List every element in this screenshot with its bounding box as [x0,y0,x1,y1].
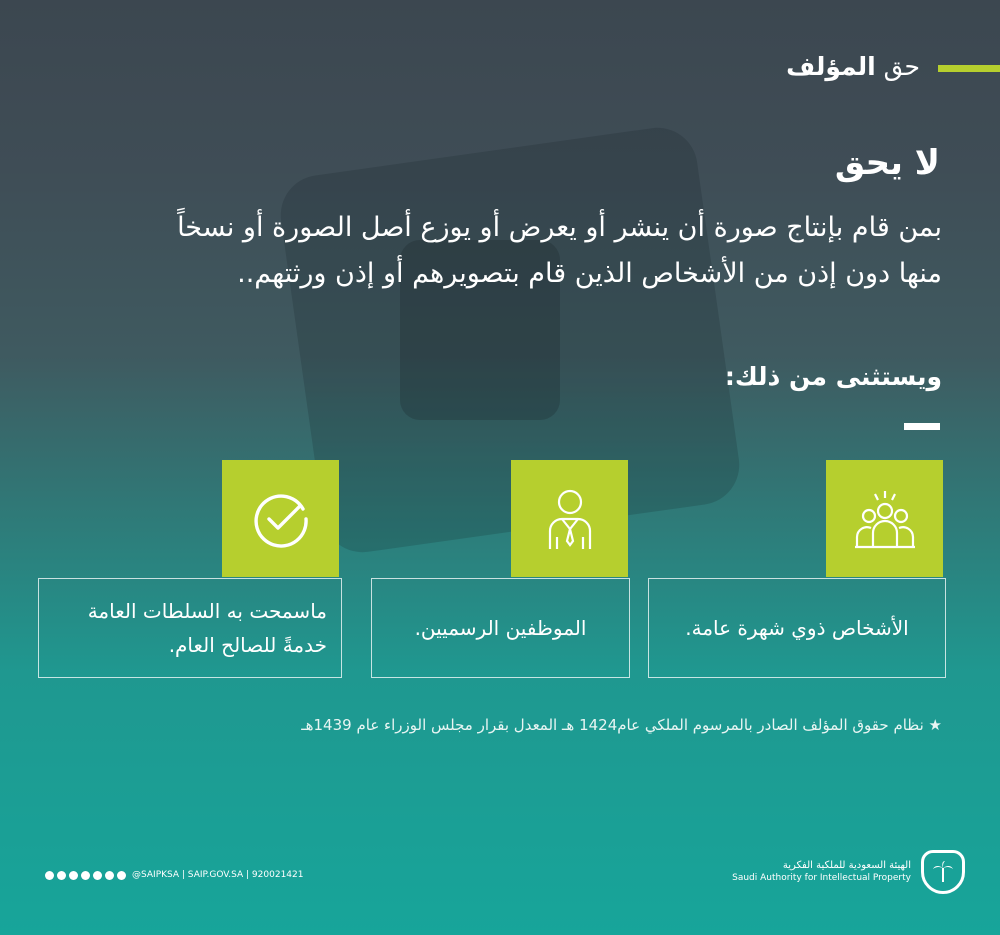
logo-arabic-name: الهيئة السعودية للملكية الفكرية [782,860,911,871]
social-icons [45,871,126,880]
header-accent-bar [938,65,1000,72]
logo-text [732,860,911,884]
divider-bar [904,423,940,430]
saip-emblem-icon [921,850,965,894]
officials-box [371,578,630,678]
body-text: بمن قام بإنتاج صورة أن ينشر أو يعرض أو يوزع أصل الصورة أو نسخاً منها دون إذن من الأشخاص الذين قام بتصويرهم أو إذن ورثتهم.. [177,212,942,289]
logo-english-name: Saudi Authority for Intellectual Property [732,873,911,883]
palm-icon [931,860,955,884]
public-interest-label: ماسمحت به السلطات العامة خدمةً للصالح العام. [87,599,327,657]
telegram-icon[interactable] [117,871,126,880]
title-bold: المؤلف [786,52,876,81]
section-title [786,52,920,81]
footnote: ★ نظام حقوق المؤلف الصادر بالمرسوم الملكي عام1424 هـ المعدل بقرار مجلس الوزراء عام 1439هـ [301,716,942,734]
exceptions-title: ويستثنى من ذلك: [724,362,942,391]
employee-icon-tile [511,460,628,577]
twitter-icon[interactable] [69,871,78,880]
employee-icon [545,487,595,551]
public-figures-box [648,578,946,678]
officials-label: الموظفين الرسميين. [414,616,587,640]
public-figures-label: الأشخاص ذوي شهرة عامة. [685,616,909,640]
saip-logo [732,850,965,894]
check-circle-icon-tile [222,460,339,577]
snapchat-icon[interactable] [45,871,54,880]
youtube-icon[interactable] [57,871,66,880]
title-prefix: حق [875,52,920,81]
social-footer [45,870,303,880]
main-heading: لا يحق [834,143,940,183]
flickr-icon[interactable] [93,871,102,880]
public-figures-icon-tile [826,460,943,577]
check-circle-icon [251,489,311,549]
instagram-icon[interactable] [81,871,90,880]
linkedin-icon[interactable] [105,871,114,880]
public-interest-box [38,578,342,678]
public-figures-icon [853,489,917,549]
social-contact-text: @SAIPKSA | SAIP.GOV.SA | 920021421 [132,870,304,880]
